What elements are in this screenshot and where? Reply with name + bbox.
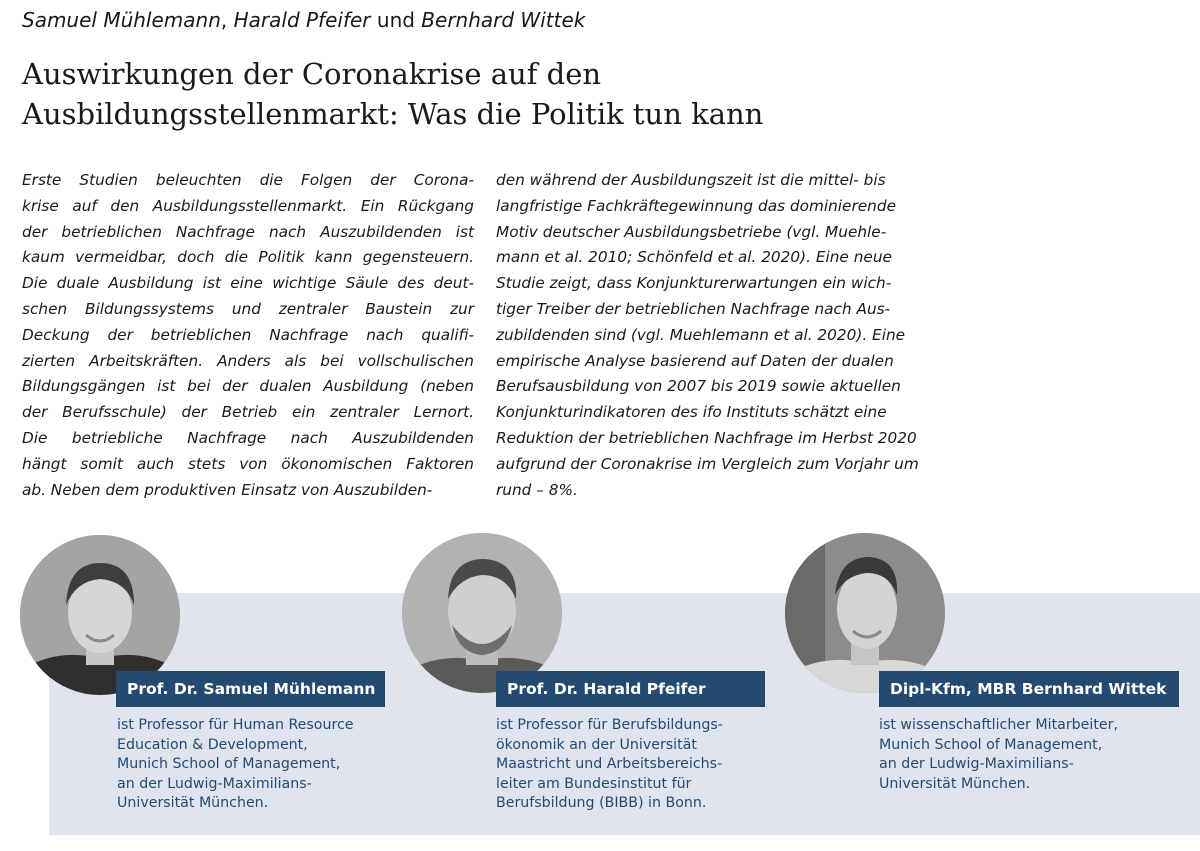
bio-line: an der Ludwig-Maximilians-	[117, 775, 312, 792]
bio-line: Universität München.	[117, 795, 269, 812]
bio-line: Munich School of Management,	[117, 756, 341, 773]
bio-line: ist Professor für Berufsbildungs-	[496, 717, 723, 733]
abstract-line: Studie zeigt, dass Konjunkturerwartungen ein wich-	[496, 274, 892, 293]
author-name: Bernhard Wittek	[421, 8, 586, 32]
bio-line: ist Professor für Human Resource	[117, 717, 354, 733]
abstract-left-column	[22, 168, 474, 503]
abstract-line: Die betriebliche Nachfrage nach Auszubildenden	[22, 428, 474, 447]
author-byline	[22, 8, 585, 32]
abstract-right-column	[496, 168, 952, 503]
abstract-line: aufgrund der Coronakrise im Vergleich zum Vorjahr um	[496, 454, 919, 473]
bio-line: Universität München.	[879, 775, 1031, 792]
article-title	[22, 54, 922, 134]
abstract-line: ab. Neben dem produktiven Einsatz von Auszubilden-	[22, 480, 433, 499]
abstract-line: mann et al. 2010; Schönfeld et al. 2020). Eine neue	[496, 248, 892, 267]
abstract-line: zubildenden sind (vgl. Muehlemann et al. 2020). Eine	[496, 325, 906, 344]
author-bio	[117, 716, 354, 814]
bio-line: an der Ludwig-Maximilians-	[879, 756, 1074, 773]
abstract-line: rund – 8%.	[496, 480, 578, 499]
bio-line: ist wissenschaftlicher Mitarbeiter,	[879, 717, 1118, 733]
abstract-line: der betrieblichen Nachfrage nach Auszubildenden ist	[22, 222, 474, 241]
abstract-line: Bildungsgängen ist bei der dualen Ausbildung (neben	[22, 377, 474, 396]
bio-line: ökonomik an der Universität	[496, 736, 697, 753]
author-name: Samuel Mühlemann	[22, 8, 221, 32]
abstract-line: empirische Analyse basierend auf Daten der dualen	[496, 351, 894, 370]
abstract-line: krise auf den Ausbildungsstellenmarkt. Ein Rückgang	[22, 196, 474, 215]
bio-line: Berufsbildung (BIBB) in Bonn.	[496, 795, 707, 812]
byline-separator: und	[376, 8, 415, 32]
portrait-photo-icon	[402, 533, 562, 693]
abstract-line: Konjunkturindikatoren des ifo Instituts schätzt eine	[496, 403, 887, 422]
bio-line: Maastricht und Arbeitsbereichs-	[496, 756, 723, 773]
author-name-box: Prof. Dr. Samuel Mühlemann	[116, 671, 385, 707]
title-line: Ausbildungsstellenmarkt: Was die Politik tun kann	[22, 97, 764, 131]
author-bio	[496, 716, 723, 814]
abstract-line: Motiv deutscher Ausbildungsbetriebe (vgl. Muehle-	[496, 222, 887, 241]
bio-line: Education & Development,	[117, 736, 308, 753]
abstract-line: Deckung der betrieblichen Nachfrage nach qualifi-	[22, 325, 474, 344]
author-name-box: Dipl-Kfm, MBR Bernhard Wittek	[879, 671, 1179, 707]
abstract-line: zierten Arbeitskräften. Anders als bei vollschulischen	[22, 351, 474, 370]
abstract-line: den während der Ausbildungszeit ist die mittel- bis	[496, 171, 886, 189]
bio-line: leiter am Bundesinstitut für	[496, 775, 692, 792]
title-line: Auswirkungen der Coronakrise auf den	[22, 57, 602, 91]
author-name: Harald Pfeifer	[233, 8, 371, 32]
byline-separator: ,	[220, 8, 228, 32]
portrait-photo-icon	[785, 533, 945, 693]
author-name-box: Prof. Dr. Harald Pfeifer	[496, 671, 765, 707]
abstract-line: tiger Treiber der betrieblichen Nachfrage nach Aus-	[496, 299, 891, 318]
abstract-line: kaum vermeidbar, doch die Politik kann gegensteuern.	[22, 248, 474, 267]
bio-line: Munich School of Management,	[879, 736, 1103, 753]
abstract-line: schen Bildungssystems und zentraler Baustein zur	[22, 299, 474, 318]
abstract-line: langfristige Fachkräftegewinnung das dominierende	[496, 196, 896, 215]
abstract-line: Die duale Ausbildung ist eine wichtige Säule des deut-	[22, 274, 474, 293]
abstract-line: der Berufsschule) der Betrieb ein zentraler Lernort.	[22, 403, 474, 422]
abstract-line: Erste Studien beleuchten die Folgen der Corona-	[22, 171, 474, 189]
abstract-line: Reduktion der betrieblichen Nachfrage im Herbst 2020	[496, 428, 917, 447]
abstract-line: Berufsausbildung von 2007 bis 2019 sowie aktuellen	[496, 377, 901, 396]
abstract-line: hängt somit auch stets von ökonomischen Faktoren	[22, 454, 474, 473]
author-bio	[879, 716, 1118, 794]
